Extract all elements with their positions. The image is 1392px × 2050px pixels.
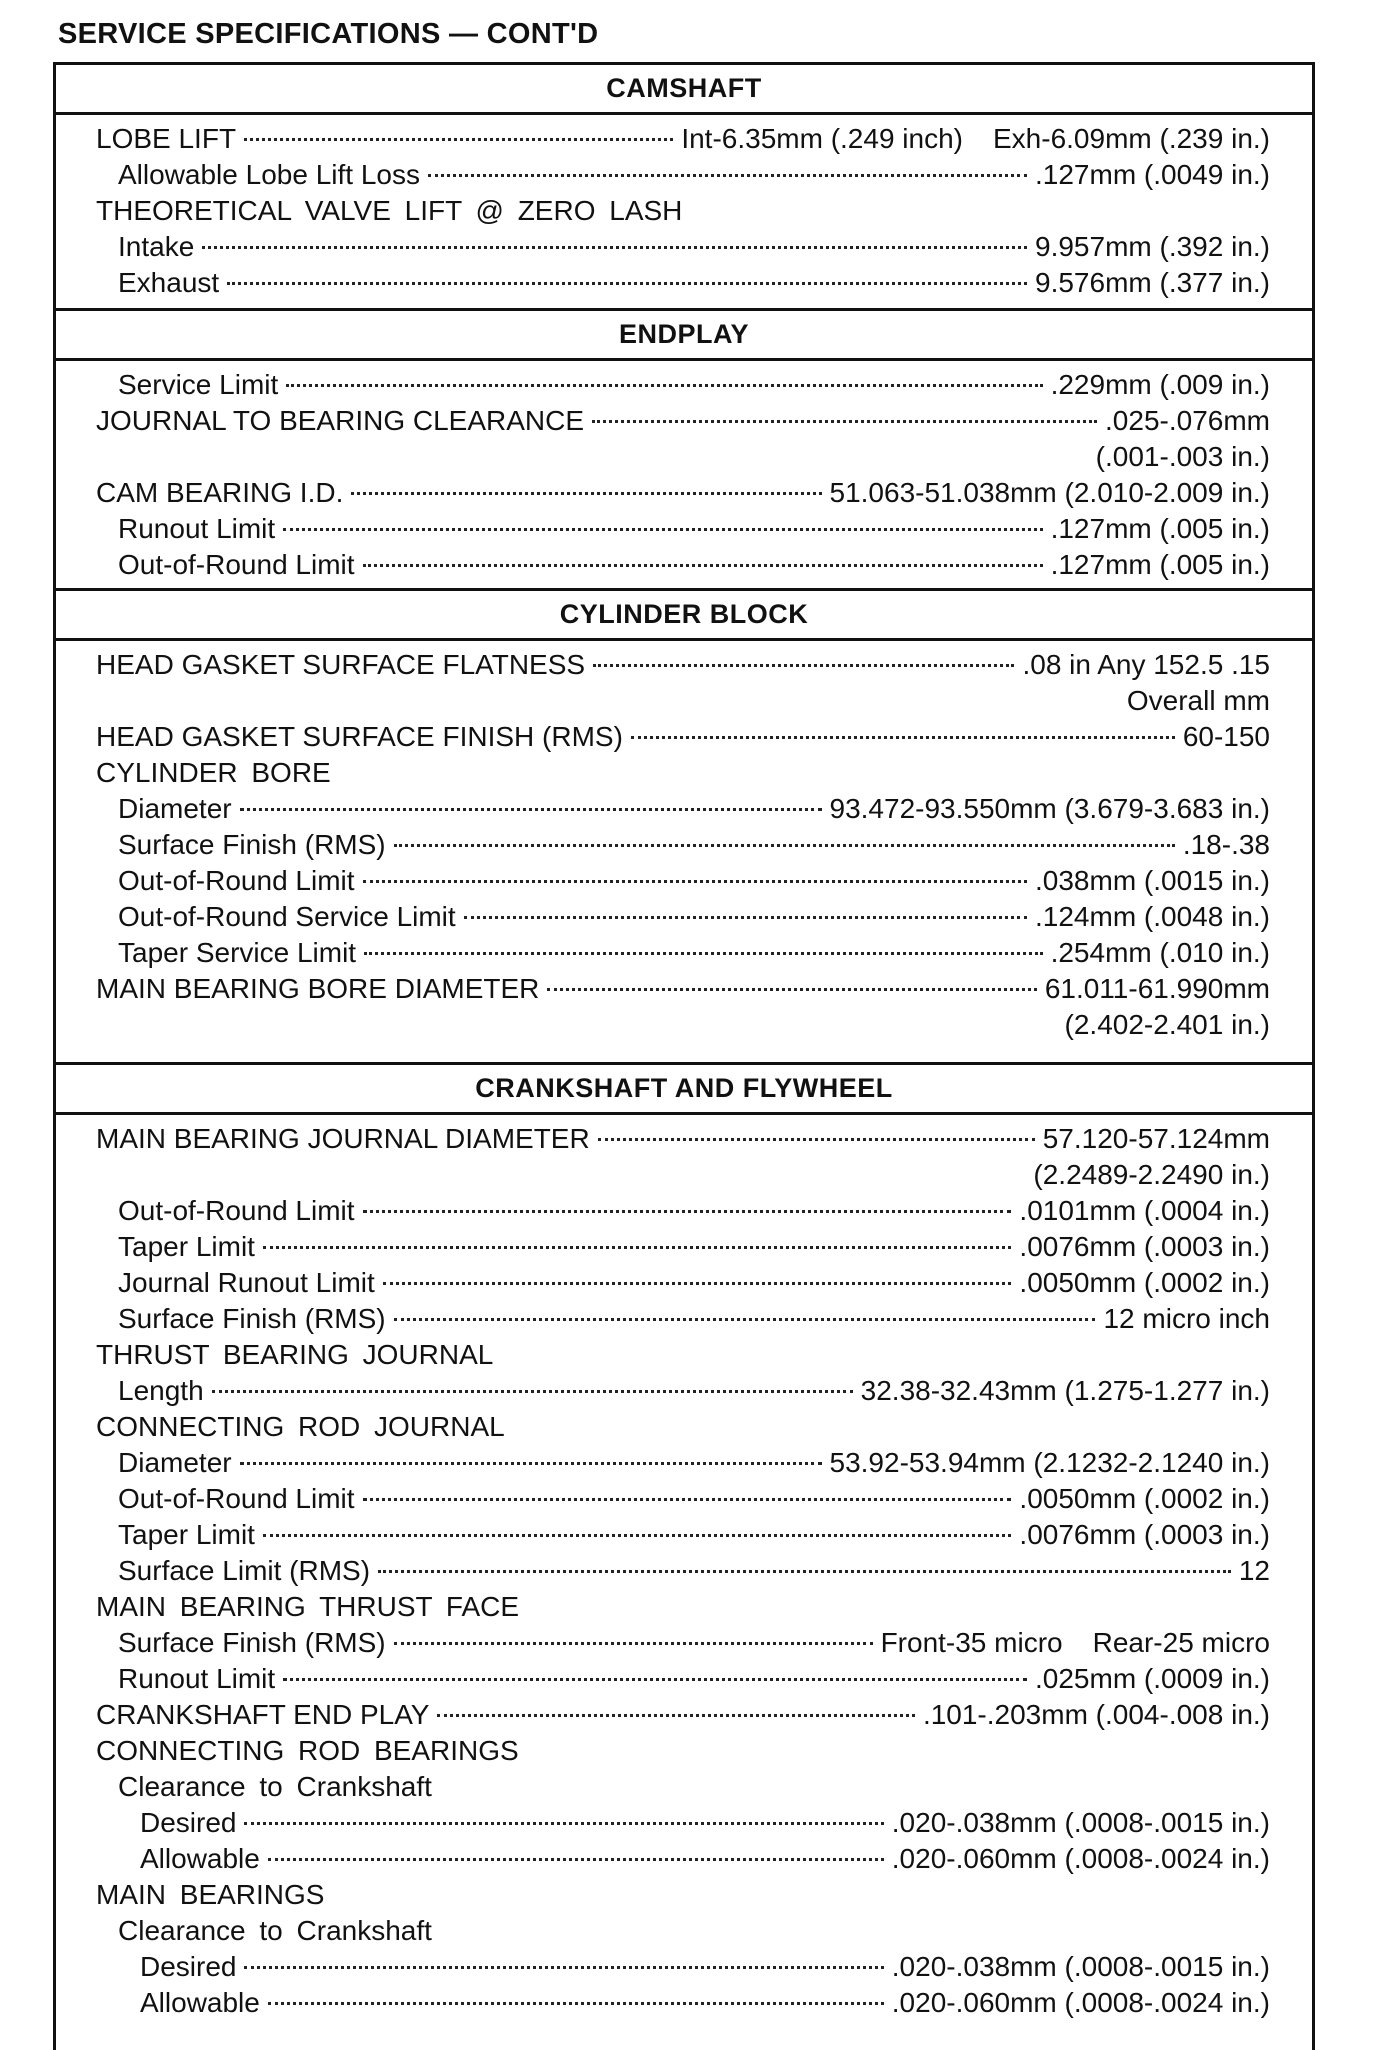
spec-row-main-bearing-bore bbox=[96, 971, 1270, 1007]
spec-value-continued: (2.2489-2.2490 in.) bbox=[1033, 1159, 1270, 1190]
spec-row-rod-surface-limit bbox=[96, 1553, 1270, 1589]
spec-value: 12 bbox=[1238, 1555, 1270, 1586]
leader-dots bbox=[437, 1714, 914, 1717]
spec-value: .020-.060mm (.0008-.0024 in.) bbox=[891, 1843, 1270, 1874]
spec-row-exhaust bbox=[96, 265, 1270, 301]
spec-value: .08 in Any 152.5 .15 bbox=[1022, 649, 1270, 680]
spec-heading-main-bearings bbox=[96, 1877, 1270, 1913]
leader-dots bbox=[212, 1390, 853, 1393]
spec-row-main-journal-diameter bbox=[96, 1121, 1270, 1157]
spec-value: .127mm (.005 in.) bbox=[1050, 549, 1270, 580]
spec-row-main-allowable bbox=[96, 1985, 1270, 2021]
spec-label: HEAD GASKET SURFACE FLATNESS bbox=[96, 649, 586, 680]
section-header-endplay: ENDPLAY bbox=[56, 311, 1312, 361]
spec-row-head-gasket-finish bbox=[96, 719, 1270, 755]
spec-row-rod-taper-limit bbox=[96, 1517, 1270, 1553]
spec-heading-thrust-bearing-journal bbox=[96, 1337, 1270, 1373]
section-header-camshaft: CAMSHAFT bbox=[56, 65, 1312, 115]
spec-row-intake bbox=[96, 229, 1270, 265]
spec-row-out-of-round-limit bbox=[96, 547, 1270, 583]
spec-label: CONNECTING ROD BEARINGS bbox=[96, 1735, 519, 1766]
leader-dots bbox=[547, 988, 1036, 991]
leader-dots bbox=[364, 952, 1042, 955]
spec-value: 57.120-57.124mm bbox=[1042, 1123, 1270, 1154]
spec-value: .229mm (.009 in.) bbox=[1050, 369, 1270, 400]
leader-dots bbox=[394, 1318, 1096, 1321]
spec-row-main-desired bbox=[96, 1949, 1270, 1985]
spec-label: MAIN BEARINGS bbox=[96, 1879, 325, 1910]
leader-dots bbox=[593, 664, 1014, 667]
spec-value-exhaust: Exh-6.09mm (.239 in.) bbox=[993, 123, 1270, 154]
spec-value: .124mm (.0048 in.) bbox=[1035, 901, 1270, 932]
spec-label: Out-of-Round Limit bbox=[118, 1483, 355, 1514]
spec-label: MAIN BEARING THRUST FACE bbox=[96, 1591, 520, 1622]
spec-label: Clearance to Crankshaft bbox=[118, 1771, 432, 1802]
spec-row-head-gasket-flatness bbox=[96, 647, 1270, 683]
spec-value: .0050mm (.0002 in.) bbox=[1019, 1267, 1270, 1298]
spec-label: JOURNAL TO BEARING CLEARANCE bbox=[96, 405, 585, 436]
leader-dots bbox=[263, 1246, 1011, 1249]
leader-dots bbox=[244, 1966, 883, 1969]
spec-heading-rod-clearance bbox=[96, 1769, 1270, 1805]
spec-value-continued: (2.402-2.401 in.) bbox=[1064, 1009, 1270, 1040]
leader-dots bbox=[394, 1642, 873, 1645]
spec-value: .101-.203mm (.004-.008 in.) bbox=[922, 1699, 1270, 1730]
spec-row-cam-bearing-id bbox=[96, 475, 1270, 511]
spec-label: Allowable Lobe Lift Loss bbox=[118, 159, 420, 190]
spec-value-continued: Overall mm bbox=[1126, 685, 1270, 716]
spec-label: CONNECTING ROD JOURNAL bbox=[96, 1411, 505, 1442]
leader-dots bbox=[268, 1858, 884, 1861]
spec-value: 51.063-51.038mm (2.010-2.009 in.) bbox=[829, 477, 1270, 508]
leader-dots bbox=[268, 2002, 884, 2005]
spec-value: .0076mm (.0003 in.) bbox=[1019, 1231, 1270, 1262]
spec-label: Surface Finish (RMS) bbox=[118, 1303, 386, 1334]
spec-label: Service Limit bbox=[118, 369, 279, 400]
spec-label: Out-of-Round Service Limit bbox=[118, 901, 456, 932]
spec-value bbox=[881, 1625, 1270, 1661]
spec-value: 60-150 bbox=[1182, 721, 1270, 752]
spec-heading-connecting-rod-journal bbox=[96, 1409, 1270, 1445]
spec-value: .020-.038mm (.0008-.0015 in.) bbox=[891, 1951, 1270, 1982]
spec-value: 9.957mm (.392 in.) bbox=[1035, 231, 1270, 262]
spec-value-continued: (.001-.003 in.) bbox=[1095, 441, 1270, 472]
spec-label: Clearance to Crankshaft bbox=[118, 1915, 432, 1946]
spec-label: Desired bbox=[140, 1807, 237, 1838]
section-camshaft bbox=[56, 115, 1312, 311]
spec-row-taper-limit bbox=[96, 1229, 1270, 1265]
leader-dots bbox=[202, 246, 1027, 249]
spec-row-runout-limit bbox=[96, 511, 1270, 547]
spec-label: Desired bbox=[140, 1951, 237, 1982]
spec-label: MAIN BEARING BORE DIAMETER bbox=[96, 973, 540, 1004]
spec-row-out-of-round-limit bbox=[96, 863, 1270, 899]
spec-value: 32.38-32.43mm (1.275-1.277 in.) bbox=[860, 1375, 1270, 1406]
spec-label: Surface Finish (RMS) bbox=[118, 1627, 386, 1658]
spec-label: THEORETICAL VALVE LIFT @ ZERO LASH bbox=[96, 195, 683, 226]
spec-value: .025mm (.0009 in.) bbox=[1035, 1663, 1270, 1694]
leader-dots bbox=[263, 1534, 1011, 1537]
spec-value: .0101mm (.0004 in.) bbox=[1019, 1195, 1270, 1226]
spec-value: 9.576mm (.377 in.) bbox=[1035, 267, 1270, 298]
spec-value: .0050mm (.0002 in.) bbox=[1019, 1483, 1270, 1514]
spec-value: 53.92-53.94mm (2.1232-2.1240 in.) bbox=[829, 1447, 1270, 1478]
leader-dots bbox=[428, 174, 1027, 177]
spec-value-front: Front-35 micro bbox=[880, 1627, 1063, 1658]
spec-value: 61.011-61.990mm bbox=[1044, 973, 1270, 1004]
spec-row-end-play bbox=[96, 1697, 1270, 1733]
spec-value: .0076mm (.0003 in.) bbox=[1019, 1519, 1270, 1550]
spec-row-rod-diameter bbox=[96, 1445, 1270, 1481]
leader-dots bbox=[378, 1570, 1231, 1573]
spec-row-taper-service-limit bbox=[96, 935, 1270, 971]
spec-label: CRANKSHAFT END PLAY bbox=[96, 1699, 430, 1730]
spec-row-thrust-runout-limit bbox=[96, 1661, 1270, 1697]
leader-dots bbox=[244, 1822, 883, 1825]
spec-value: .020-.038mm (.0008-.0015 in.) bbox=[891, 1807, 1270, 1838]
leader-dots bbox=[283, 528, 1042, 531]
leader-dots bbox=[240, 808, 822, 811]
spec-label: MAIN BEARING JOURNAL DIAMETER bbox=[96, 1123, 590, 1154]
spec-value: .038mm (.0015 in.) bbox=[1035, 865, 1270, 896]
spec-value: .254mm (.010 in.) bbox=[1050, 937, 1270, 968]
leader-dots bbox=[363, 564, 1043, 567]
spec-heading-rod-bearings bbox=[96, 1733, 1270, 1769]
spec-label: Runout Limit bbox=[118, 513, 276, 544]
section-cylinder-block bbox=[56, 641, 1312, 1065]
spec-label: THRUST BEARING JOURNAL bbox=[96, 1339, 494, 1370]
spec-label: HEAD GASKET SURFACE FINISH (RMS) bbox=[96, 721, 623, 752]
spec-label: Allowable bbox=[140, 1843, 260, 1874]
spec-row-lobe-lift bbox=[96, 121, 1270, 157]
leader-dots bbox=[227, 282, 1027, 285]
section-endplay bbox=[56, 361, 1312, 591]
spec-row-rod-allowable bbox=[96, 1841, 1270, 1877]
spec-value: .18-.38 bbox=[1182, 829, 1270, 860]
spec-row-rod-out-of-round bbox=[96, 1481, 1270, 1517]
spec-row-journal-clearance bbox=[96, 403, 1270, 439]
spec-row-diameter bbox=[96, 791, 1270, 827]
spec-value: .025-.076mm bbox=[1105, 405, 1270, 436]
spec-row-thrust-surface-finish bbox=[96, 1625, 1270, 1661]
spec-label: Runout Limit bbox=[118, 1663, 276, 1694]
leader-dots bbox=[592, 420, 1097, 423]
section-crankshaft bbox=[56, 1115, 1312, 2027]
leader-dots bbox=[240, 1462, 822, 1465]
spec-label: Surface Limit (RMS) bbox=[118, 1555, 371, 1586]
spec-row-allowable-lobe-lift-loss bbox=[96, 157, 1270, 193]
spec-label: Taper Limit bbox=[118, 1231, 255, 1262]
leader-dots bbox=[283, 1678, 1027, 1681]
spec-heading-main-thrust-face bbox=[96, 1589, 1270, 1625]
spec-heading-cylinder-bore bbox=[96, 755, 1270, 791]
spec-value: .020-.060mm (.0008-.0024 in.) bbox=[891, 1987, 1270, 2018]
page-title: SERVICE SPECIFICATIONS — CONT'D bbox=[58, 18, 599, 50]
spec-row-out-of-round-service-limit bbox=[96, 899, 1270, 935]
section-header-crankshaft: CRANKSHAFT AND FLYWHEEL bbox=[56, 1065, 1312, 1115]
spec-value: .127mm (.0049 in.) bbox=[1035, 159, 1270, 190]
spec-label: Exhaust bbox=[118, 267, 220, 298]
spec-value: 93.472-93.550mm (3.679-3.683 in.) bbox=[829, 793, 1270, 824]
leader-dots bbox=[244, 138, 673, 141]
leader-dots bbox=[351, 492, 821, 495]
spec-label: LOBE LIFT bbox=[96, 123, 237, 154]
leader-dots bbox=[363, 1210, 1012, 1213]
spec-label: Intake bbox=[118, 231, 195, 262]
spec-label: CYLINDER BORE bbox=[96, 757, 331, 788]
leader-dots bbox=[363, 880, 1027, 883]
spec-row-surface-finish bbox=[96, 827, 1270, 863]
spec-row-journal-runout-limit bbox=[96, 1265, 1270, 1301]
section-header-cylinder-block: CYLINDER BLOCK bbox=[56, 591, 1312, 641]
spec-value: 12 micro inch bbox=[1103, 1303, 1270, 1334]
spec-row-service-limit bbox=[96, 367, 1270, 403]
spec-label: Out-of-Round Limit bbox=[118, 1195, 355, 1226]
spec-label: Diameter bbox=[118, 793, 232, 824]
leader-dots bbox=[363, 1498, 1012, 1501]
leader-dots bbox=[286, 384, 1042, 387]
spec-row-out-of-round-limit bbox=[96, 1193, 1270, 1229]
spec-label: Length bbox=[118, 1375, 204, 1406]
spec-row-surface-finish bbox=[96, 1301, 1270, 1337]
spec-table bbox=[53, 62, 1315, 2050]
leader-dots bbox=[464, 916, 1027, 919]
spec-row-length bbox=[96, 1373, 1270, 1409]
spec-label: Journal Runout Limit bbox=[118, 1267, 375, 1298]
spec-value bbox=[681, 121, 1270, 157]
spec-label: Taper Limit bbox=[118, 1519, 255, 1550]
spec-heading-theoretical-valve-lift bbox=[96, 193, 1270, 229]
spec-heading-main-clearance bbox=[96, 1913, 1270, 1949]
spec-label: Allowable bbox=[140, 1987, 260, 2018]
spec-row-rod-desired bbox=[96, 1805, 1270, 1841]
spec-label: Diameter bbox=[118, 1447, 232, 1478]
spec-value-intake: Int-6.35mm (.249 inch) bbox=[681, 123, 963, 154]
spec-value-rear: Rear-25 micro bbox=[1092, 1627, 1270, 1658]
spec-label: Out-of-Round Limit bbox=[118, 549, 355, 580]
leader-dots bbox=[383, 1282, 1012, 1285]
spec-label: CAM BEARING I.D. bbox=[96, 477, 344, 508]
leader-dots bbox=[394, 844, 1175, 847]
leader-dots bbox=[631, 736, 1175, 739]
spec-label: Out-of-Round Limit bbox=[118, 865, 355, 896]
leader-dots bbox=[598, 1138, 1035, 1141]
spec-label: Surface Finish (RMS) bbox=[118, 829, 386, 860]
spec-label: Taper Service Limit bbox=[118, 937, 357, 968]
spec-value: .127mm (.005 in.) bbox=[1050, 513, 1270, 544]
